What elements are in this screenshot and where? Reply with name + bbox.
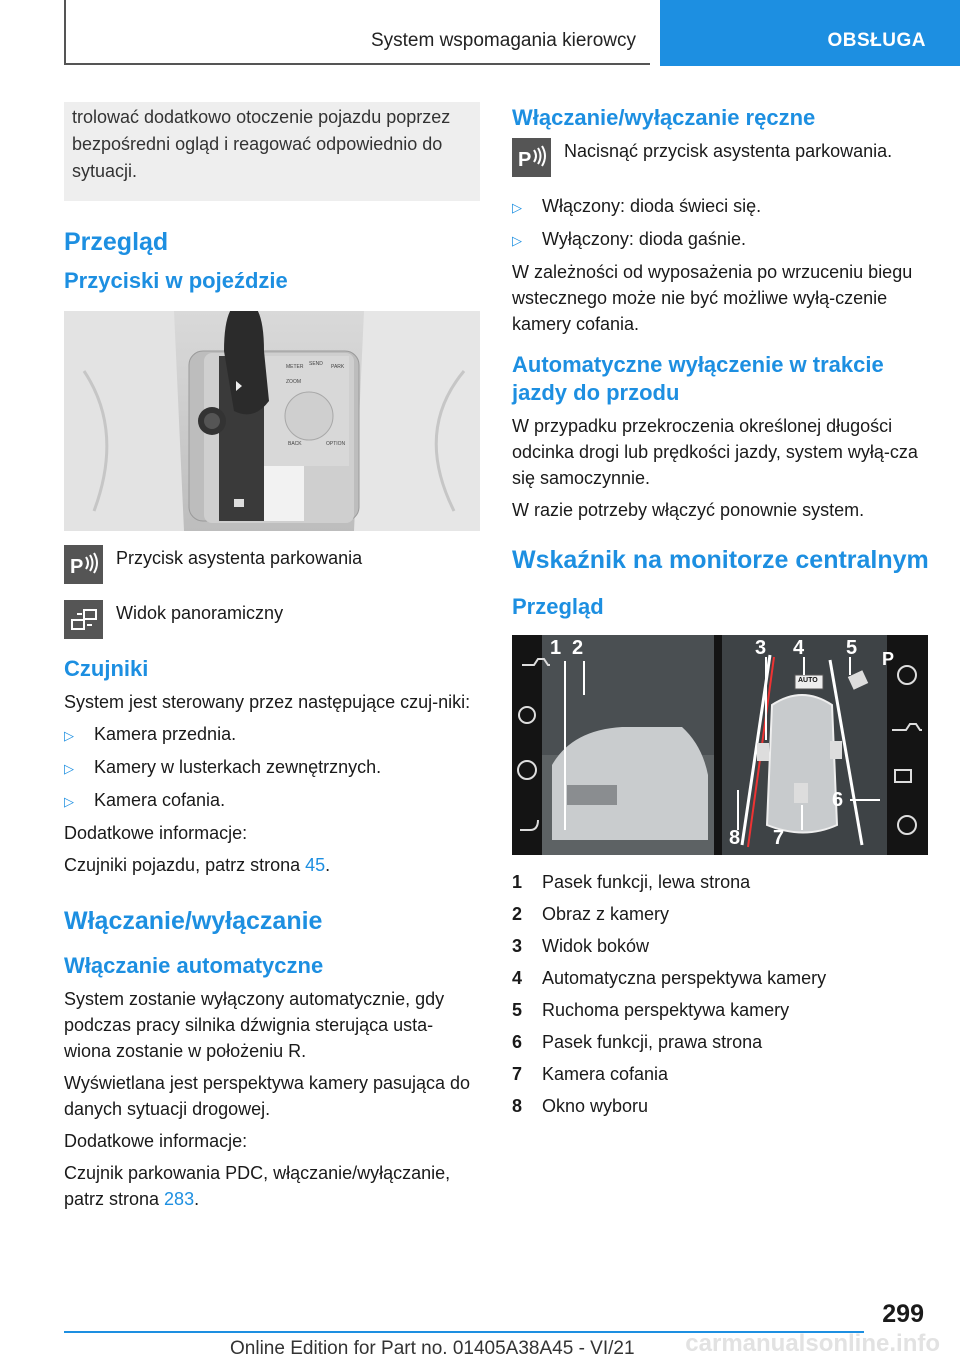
icon-row-panorama — [64, 600, 480, 639]
auto-badge: AUTO — [798, 677, 818, 684]
list-item: 1 Pasek funkcji, lewa strona — [512, 872, 751, 892]
header-left-rule — [64, 0, 66, 64]
svg-text:P: P — [70, 556, 84, 578]
legend-list — [512, 869, 930, 1119]
list-item: 4 Automatyczna perspektywa kamery — [512, 968, 827, 988]
left-column — [64, 102, 480, 1218]
heading-overview: Przegląd — [64, 228, 169, 256]
header-bottom-rule — [64, 63, 650, 65]
reference-pdc: Czujnik parkowania PDC, włączanie/wyłączanie, patrz strona 283. — [64, 1163, 451, 1209]
extra-info-label: Dodatkowe informacje: — [64, 823, 248, 843]
extra-info-label-2: Dodatkowe informacje: — [64, 1131, 248, 1151]
icon-row-manual — [512, 138, 930, 177]
list-item: 6 Pasek funkcji, prawa strona — [512, 1032, 763, 1052]
monitor-illustration — [512, 635, 928, 855]
list-item: ▷ Włączony: dioda świeci się. — [512, 193, 930, 221]
heading-manual: Włączanie/wyłączanie ręczne — [512, 105, 816, 130]
manual-paragraph: W zależności od wyposażenia po wrzuceniu biegu wstecznego może nie być możliwe wyłą‐czenie kamery cofania. — [512, 262, 913, 334]
heading-auto-off: Automatyczne wyłączenie w trakcie jazdy do przodu — [512, 352, 884, 405]
list-item: 3 Widok boków — [512, 936, 650, 956]
callout-3: 3 — [755, 637, 767, 659]
bullet-triangle-icon: ▷ — [512, 233, 522, 248]
footer-edition: Online Edition for Part no. 01405A38A45 - VI/21 — [230, 1338, 635, 1359]
heading-onoff: Włączanie/wyłączanie — [64, 907, 323, 935]
callout-6: 6 — [832, 789, 844, 811]
page-header — [0, 0, 960, 66]
manual-instruction: Nacisnąć przycisk asystenta parkowania. — [564, 141, 893, 161]
section-tab-label: OBSŁUGA — [827, 30, 926, 51]
svg-text:P: P — [882, 649, 895, 669]
callout-1: 1 — [550, 637, 562, 659]
header-title: System wspomagania kierowcy — [370, 30, 636, 51]
list-item: 5 Ruchoma perspektywa kamery — [512, 1000, 790, 1020]
list-item: ▷ Wyłączony: dioda gaśnie. — [512, 226, 930, 254]
monitor-screenshot — [512, 635, 928, 855]
watermark: carmanualsonline.info — [685, 1330, 940, 1357]
heading-auto-on: Włączanie automatyczne — [64, 953, 324, 978]
section-tab — [660, 0, 960, 66]
list-item: ▷ Kamera cofania. — [64, 787, 480, 815]
note-box: trolować dodatkowo otoczenie pojazdu poprzez bezpośredni ogląd i reagować odpowiednio do sytuacji. — [64, 102, 480, 201]
bullet-triangle-icon: ▷ — [512, 200, 522, 215]
page-number: 299 — [882, 1300, 924, 1328]
console-illustration — [64, 311, 480, 531]
panorama-view-label: Widok panoramiczny — [116, 603, 284, 623]
heading-sensors: Czujniki — [64, 656, 149, 681]
callout-8: 8 — [729, 827, 741, 849]
photo-label-park: PARK — [331, 364, 345, 370]
heading-buttons: Przyciski w pojeździe — [64, 268, 288, 293]
photo-label-send: SEND — [309, 361, 323, 367]
callout-2: 2 — [572, 637, 584, 659]
parking-assistant-label: Przycisk asystenta parkowania — [116, 548, 363, 568]
photo-label-option: OPTION — [326, 441, 346, 447]
console-photo — [64, 311, 480, 531]
photo-label-back: BACK — [288, 441, 302, 447]
right-column — [512, 102, 930, 1125]
bullet-triangle-icon: ▷ — [64, 728, 74, 743]
page-link-45[interactable]: 45 — [305, 855, 326, 875]
page-link-283[interactable]: 283 — [164, 1189, 195, 1209]
auto-off-paragraph-2: W razie potrzeby włączyć ponownie system. — [512, 500, 865, 520]
photo-label-meter: METER — [286, 364, 304, 370]
auto-paragraph-2: Wyświetlana jest perspektywa kamery pasująca do danych sytuacji drogowej. — [64, 1073, 471, 1119]
reference-sensors: Czujniki pojazdu, patrz strona 45. — [64, 855, 331, 875]
callout-4: 4 — [793, 637, 805, 659]
parking-assistant-icon — [64, 545, 103, 584]
bullet-triangle-icon: ▷ — [64, 794, 74, 809]
auto-off-paragraph-1: W przypadku przekroczenia określonej długości odcinka drogi lub prędkości jazdy, system wyłą‐cza się samoczynnie. — [512, 416, 918, 488]
bullet-triangle-icon: ▷ — [64, 761, 74, 776]
auto-paragraph-1: System zostanie wyłączony automatycznie, gdy podczas pracy silnika dźwignia sterująca usta‐wiona zostanie w położeniu R. — [64, 989, 445, 1061]
svg-text:P: P — [518, 149, 532, 171]
panorama-view-icon — [64, 600, 103, 639]
list-item: 2 Obraz z kamery — [512, 904, 670, 924]
list-item: ▷ Kamery w lusterkach zewnętrznych. — [64, 754, 480, 782]
list-item: 7 Kamera cofania — [512, 1064, 669, 1084]
list-item: 8 Okno wyboru — [512, 1096, 649, 1116]
callout-7: 7 — [773, 827, 785, 849]
callout-5: 5 — [846, 637, 858, 659]
parking-assistant-icon — [512, 138, 551, 177]
sensors-text: System jest sterowany przez następujące czuj‐niki: — [64, 692, 471, 712]
list-item: ▷ Kamera przednia. — [64, 721, 480, 749]
icon-row-parking — [64, 545, 480, 584]
heading-overview-2: Przegląd — [512, 594, 604, 619]
photo-label-zoom: ZOOM — [286, 379, 301, 385]
heading-indicator: Wskaźnik na monitorze centralnym — [512, 546, 929, 574]
